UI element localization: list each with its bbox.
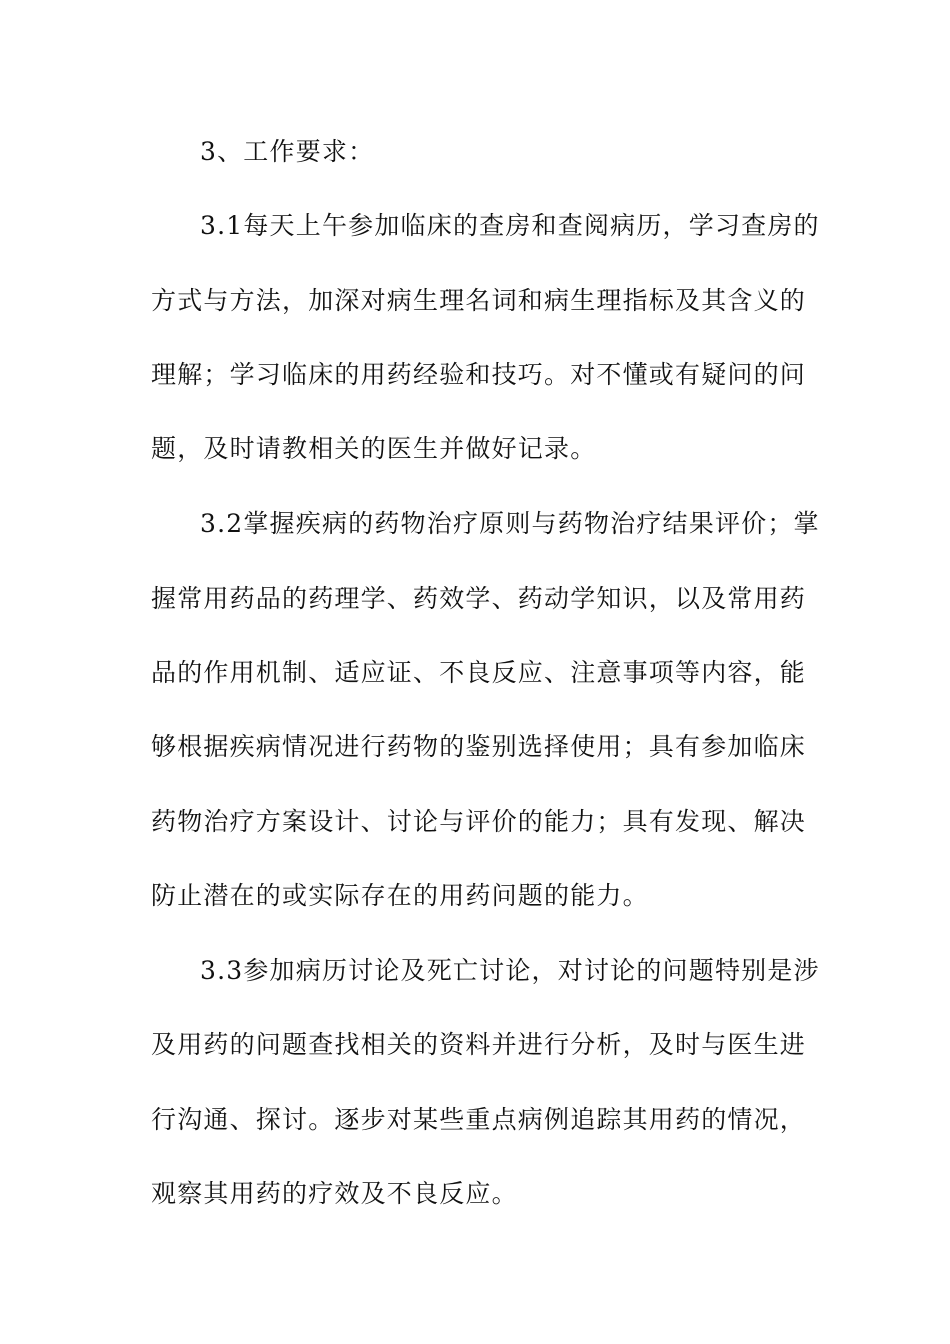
text-line: 理解；学习临床的用药经验和技巧。对不懂或有疑问的问 xyxy=(151,360,807,389)
text-line: 防止潜在的或实际存在的用药问题的能力。 xyxy=(151,881,649,910)
text-line: 3.1每天上午参加临床的查房和查阅病历，学习查房的 xyxy=(200,211,820,240)
text-line: 及用药的问题查找相关的资料并进行分析，及时与医生进 xyxy=(151,1030,807,1059)
text-line: 药物治疗方案设计、讨论与评价的能力；具有发现、解决 xyxy=(151,807,807,836)
text-line: 3.3参加病历讨论及死亡讨论，对讨论的问题特别是涉 xyxy=(200,956,820,985)
text-line: 方式与方法，加深对病生理名词和病生理指标及其含义的 xyxy=(151,286,807,315)
text-line: 题，及时请教相关的医生并做好记录。 xyxy=(151,434,597,463)
text-line: 够根据疾病情况进行药物的鉴别选择使用；具有参加临床 xyxy=(151,732,807,761)
text-line: 品的作用机制、适应证、不良反应、注意事项等内容，能 xyxy=(151,658,807,687)
text-line: 行沟通、探讨。逐步对某些重点病例追踪其用药的情况， xyxy=(151,1105,807,1134)
text-line: 观察其用药的疗效及不良反应。 xyxy=(151,1179,518,1208)
text-line: 握常用药品的药理学、药效学、药动学知识，以及常用药 xyxy=(151,584,807,613)
section-heading: 3、工作要求： xyxy=(200,137,375,166)
text-line: 3.2掌握疾病的药物治疗原则与药物治疗结果评价；掌 xyxy=(200,509,820,538)
